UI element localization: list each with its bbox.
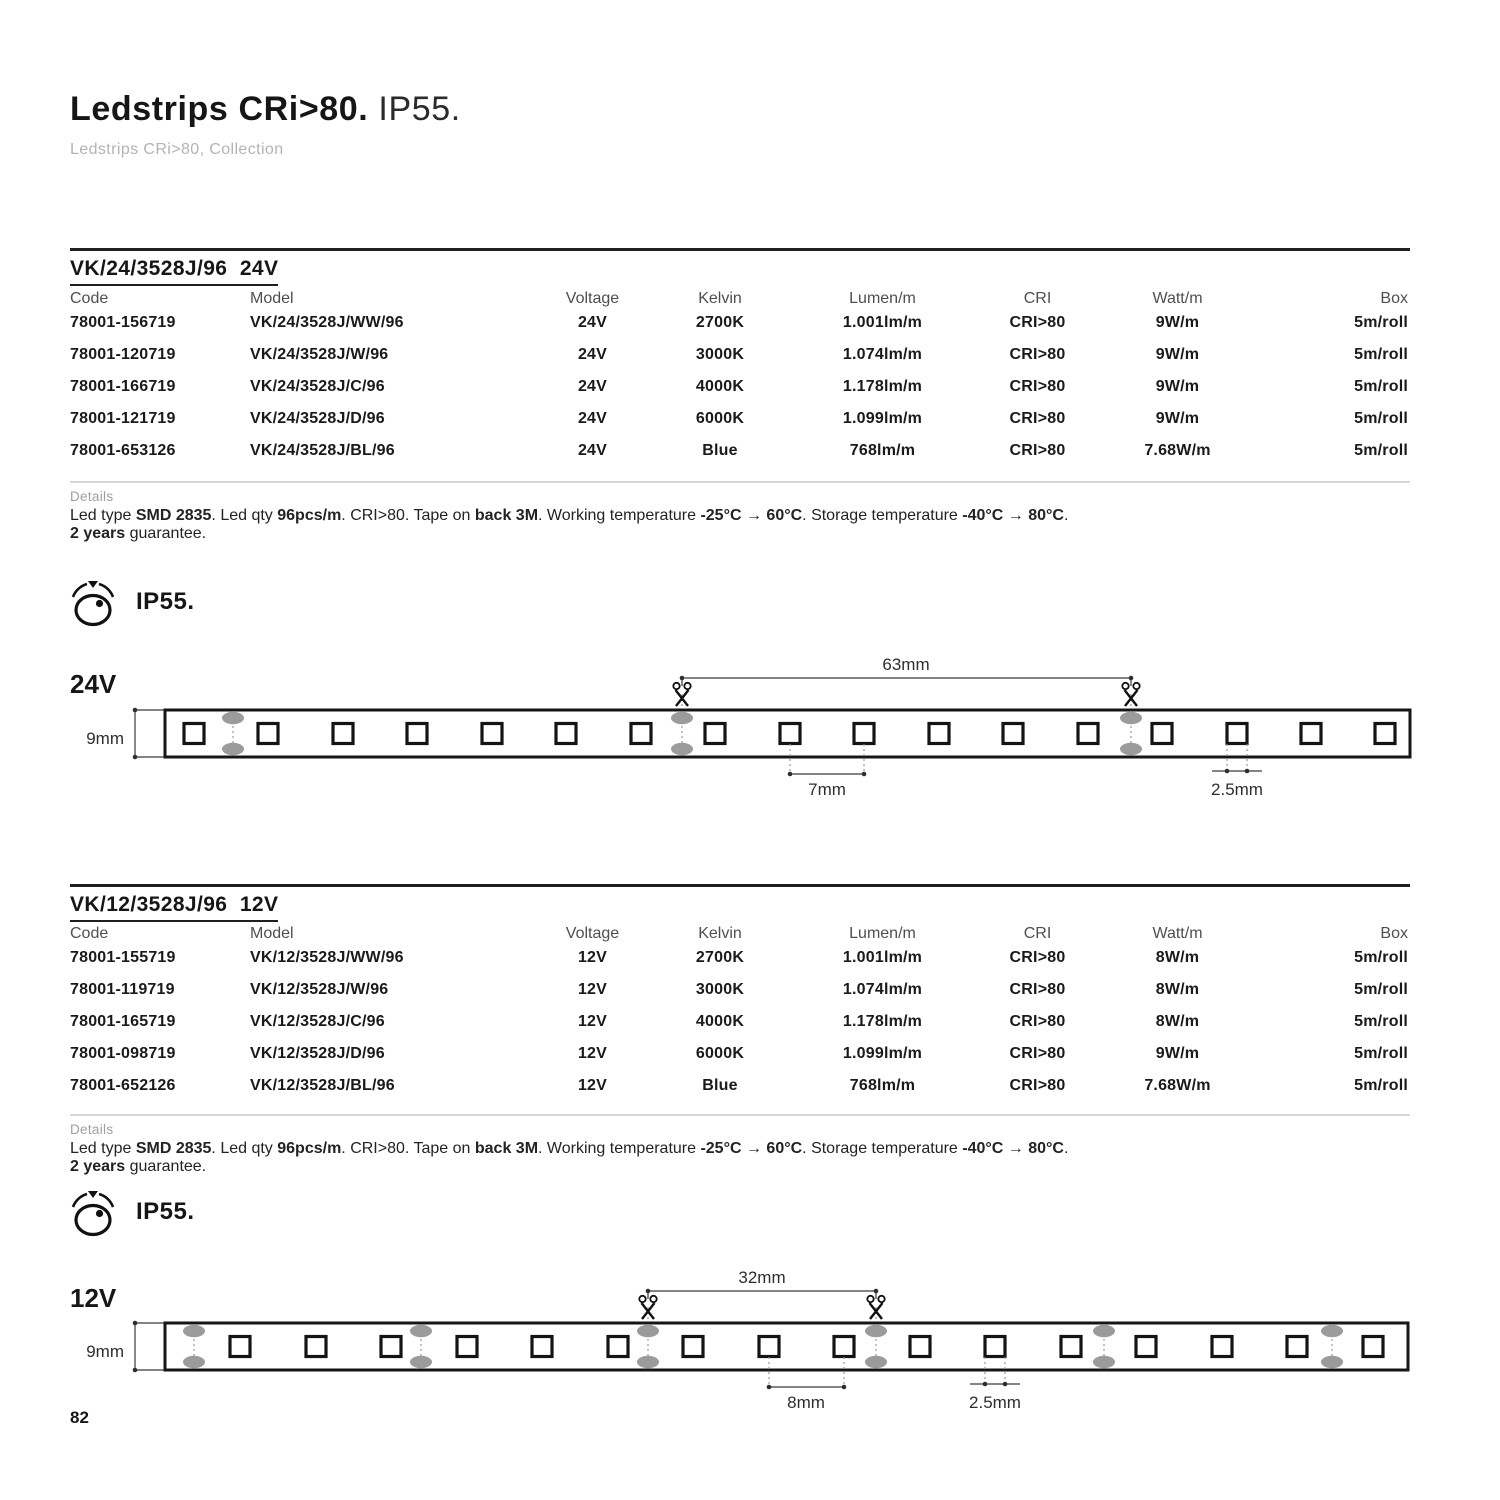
cell-model: VK/24/3528J/BL/96 [250,442,395,459]
cell-voltage: 24V [577,378,608,395]
details-part: -40°C [962,507,1004,524]
product-table-12v [70,925,1410,1109]
details-part: . [1063,507,1069,524]
table-row [70,314,1410,346]
table-row [70,1045,1410,1077]
column-header-lumen: Lumen/m [849,290,916,307]
details-part: 80°C [1028,1140,1064,1157]
table-row [70,346,1410,378]
column-header-lumen: Lumen/m [849,925,916,942]
cell-code: 78001-155719 [70,949,176,966]
scissors-icon [1122,683,1139,709]
cell-code: 78001-156719 [70,314,176,331]
cell-model: VK/12/3528J/W/96 [250,981,389,998]
cell-box: 5m/roll [1354,1077,1408,1094]
product-group-title-24v: VK/24/3528J/96 24V [70,257,278,286]
cell-voltage: 12V [577,1045,608,1062]
cell-lumen: 768lm/m [849,1077,916,1094]
ip55-rating-label: IP55. [136,1198,195,1225]
details-part: SMD 2835 [135,1140,212,1157]
cell-model: VK/24/3528J/D/96 [250,410,385,427]
page-number: 82 [70,1408,89,1427]
column-header-code: Code [70,290,109,307]
diagram-voltage-label: 24V [70,669,117,699]
cell-lumen: 1.178lm/m [842,378,923,395]
dimension-cut-length [646,1268,879,1299]
details-text-line2 [70,1158,1270,1176]
details-part: guarantee. [125,1158,207,1175]
ip55-rating-label: IP55. [136,588,195,615]
table-row [70,949,1410,981]
cell-kelvin: 3000K [695,981,745,998]
cell-model: VK/12/3528J/WW/96 [250,949,404,966]
ledstrip-diagram-24v [60,652,1440,822]
details-part: -25°C [700,1140,742,1157]
table-header-row [70,925,1410,949]
cell-code: 78001-120719 [70,346,176,363]
column-header-kelvin: Kelvin [698,290,742,307]
details-label: Details [70,1122,114,1137]
cell-lumen: 1.178lm/m [842,1013,923,1030]
cell-box: 5m/roll [1354,1045,1408,1062]
cell-voltage: 24V [577,314,608,331]
cell-model: VK/12/3528J/BL/96 [250,1077,395,1094]
cell-voltage: 24V [577,346,608,363]
cell-kelvin: 2700K [695,949,745,966]
table-row [70,1077,1410,1109]
details-part: 60°C [766,507,803,524]
table-bottom-rule [70,1114,1410,1116]
cell-code: 78001-165719 [70,1013,176,1030]
details-part: . Working temperature [538,507,701,524]
ip55-icon-arrow [88,1191,98,1198]
column-header-watt: Watt/m [1152,925,1203,942]
details-part: . Led qty [211,507,278,524]
cell-lumen: 1.001lm/m [842,314,923,331]
table-header-row [70,290,1410,314]
cell-watt: 8W/m [1155,949,1200,966]
table-row [70,442,1410,474]
cell-watt: 9W/m [1155,410,1200,427]
details-part: SMD 2835 [135,507,212,524]
cell-box: 5m/roll [1354,949,1408,966]
column-header-voltage: Voltage [565,290,620,307]
details-part: Led type [70,1140,136,1157]
cell-box: 5m/roll [1354,346,1408,363]
details-part: back 3M [474,507,539,524]
cell-model: VK/12/3528J/C/96 [250,1013,385,1030]
cell-watt: 8W/m [1155,1013,1200,1030]
cell-box: 5m/roll [1354,981,1408,998]
table-row [70,1013,1410,1045]
details-part: -40°C [962,1140,1004,1157]
details-part: -25°C [700,507,742,524]
cell-code: 78001-121719 [70,410,176,427]
details-text-line1 [70,1140,1270,1158]
cell-cri: CRI>80 [1009,1045,1066,1062]
column-header-watt: Watt/m [1152,290,1203,307]
strip-height-label: 9mm [86,729,124,748]
cell-kelvin: Blue [702,1077,738,1094]
product-group-title-12v: VK/12/3528J/96 12V [70,893,278,922]
ip55-icon [66,1186,120,1242]
strip-height-label: 9mm [86,1342,124,1361]
details-part: → [1003,1140,1029,1157]
details-part: 96pcs/m [277,507,342,524]
cut-length-label: 32mm [738,1268,786,1287]
cell-cri: CRI>80 [1009,346,1066,363]
cell-box: 5m/roll [1354,378,1408,395]
dimension-strip-height [86,708,164,760]
details-part: back 3M [474,1140,539,1157]
cell-kelvin: 6000K [695,410,745,427]
scissors-icon [639,1296,656,1322]
ip55-icon-arrow [88,581,98,588]
ip55-icon [66,576,120,632]
cell-cri: CRI>80 [1009,1013,1066,1030]
cell-code: 78001-119719 [70,981,175,998]
cell-code: 78001-098719 [70,1045,176,1062]
cell-model: VK/12/3528J/D/96 [250,1045,385,1062]
ip55-icon-dot [96,1210,103,1217]
details-part: . Working temperature [538,1140,701,1157]
cell-model: VK/24/3528J/WW/96 [250,314,404,331]
details-text-line1 [70,507,1270,525]
led-width-label: 2.5mm [1211,780,1263,799]
cell-cri: CRI>80 [1009,442,1066,459]
column-header-kelvin: Kelvin [698,925,742,942]
cell-cri: CRI>80 [1009,378,1066,395]
scissors-icon [673,683,690,709]
cell-model: VK/24/3528J/W/96 [250,346,389,363]
cell-code: 78001-653126 [70,442,176,459]
cell-box: 5m/roll [1354,410,1408,427]
led-pitch-label: 7mm [808,780,846,799]
led-width-label: 2.5mm [969,1393,1021,1412]
details-label: Details [70,489,114,504]
cell-watt: 9W/m [1155,314,1200,331]
led-pitch-label: 8mm [787,1393,825,1412]
cell-voltage: 24V [577,442,608,459]
cell-box: 5m/roll [1354,1013,1408,1030]
table-bottom-rule [70,481,1410,483]
cell-cri: CRI>80 [1009,949,1066,966]
cell-watt: 8W/m [1155,981,1200,998]
details-part: 60°C [766,1140,803,1157]
column-header-cri: CRI [1023,925,1052,942]
section-divider [70,884,1410,887]
details-part: guarantee. [125,525,207,542]
cell-lumen: 1.001lm/m [842,949,923,966]
cell-voltage: 24V [577,410,608,427]
cell-kelvin: 4000K [695,378,745,395]
cell-kelvin: 4000K [695,1013,745,1030]
table-row [70,981,1410,1013]
column-header-model: Model [250,925,294,942]
table-row [70,410,1410,442]
page-title-ip-suffix: IP55. [378,90,461,128]
cell-box: 5m/roll [1354,314,1408,331]
column-header-model: Model [250,290,294,307]
details-part: → [1003,507,1029,524]
details-part: . CRI>80. Tape on [341,1140,475,1157]
column-header-code: Code [70,925,109,942]
cell-lumen: 1.074lm/m [842,981,923,998]
cell-watt: 9W/m [1155,378,1200,395]
diagram-voltage-label: 12V [70,1283,117,1313]
column-header-box: Box [1380,925,1408,942]
page-title [70,90,461,129]
cell-cri: CRI>80 [1009,314,1066,331]
cell-lumen: 1.099lm/m [842,1045,923,1062]
cell-watt: 9W/m [1155,346,1200,363]
table-row [70,378,1410,410]
details-part: . Led qty [211,1140,278,1157]
cell-kelvin: 2700K [695,314,745,331]
details-text-line2 [70,525,1270,543]
cell-lumen: 768lm/m [849,442,916,459]
cell-lumen: 1.074lm/m [842,346,923,363]
product-table-24v [70,290,1410,474]
ledstrip-diagram-12v [60,1262,1440,1437]
cell-voltage: 12V [577,949,608,966]
section-divider [70,248,1410,251]
details-part: → [741,507,767,524]
page-subtitle: Ledstrips CRi>80, Collection [70,141,284,158]
cell-model: VK/24/3528J/C/96 [250,378,385,395]
cell-watt: 7.68W/m [1144,1077,1211,1094]
cell-voltage: 12V [577,1077,608,1094]
details-part: Led type [70,507,136,524]
dimension-cut-length [680,655,1134,686]
cell-cri: CRI>80 [1009,1077,1066,1094]
details-part: . Storage temperature [802,507,963,524]
details-part: 80°C [1028,507,1064,524]
column-header-voltage: Voltage [565,925,620,942]
cell-code: 78001-166719 [70,378,176,395]
ip55-icon-dot [96,600,103,607]
page-title-main: Ledstrips CRi>80. [70,90,369,128]
cell-kelvin: 6000K [695,1045,745,1062]
dimension-strip-height [86,1321,164,1373]
scissors-icon [867,1296,884,1322]
column-header-box: Box [1380,290,1408,307]
column-header-cri: CRI [1023,290,1052,307]
details-part: . [1063,1140,1069,1157]
cell-voltage: 12V [577,981,608,998]
cell-lumen: 1.099lm/m [842,410,923,427]
cut-length-label: 63mm [882,655,930,674]
cell-box: 5m/roll [1354,442,1408,459]
details-part: 2 years [70,1158,126,1175]
cell-voltage: 12V [577,1013,608,1030]
details-part: → [741,1140,767,1157]
cell-watt: 7.68W/m [1144,442,1211,459]
cell-kelvin: 3000K [695,346,745,363]
cell-watt: 9W/m [1155,1045,1200,1062]
details-part: 2 years [70,525,126,542]
details-part: 96pcs/m [277,1140,342,1157]
cell-code: 78001-652126 [70,1077,176,1094]
details-part: . CRI>80. Tape on [341,507,475,524]
cell-cri: CRI>80 [1009,981,1066,998]
details-part: . Storage temperature [802,1140,963,1157]
cell-kelvin: Blue [702,442,738,459]
cell-cri: CRI>80 [1009,410,1066,427]
